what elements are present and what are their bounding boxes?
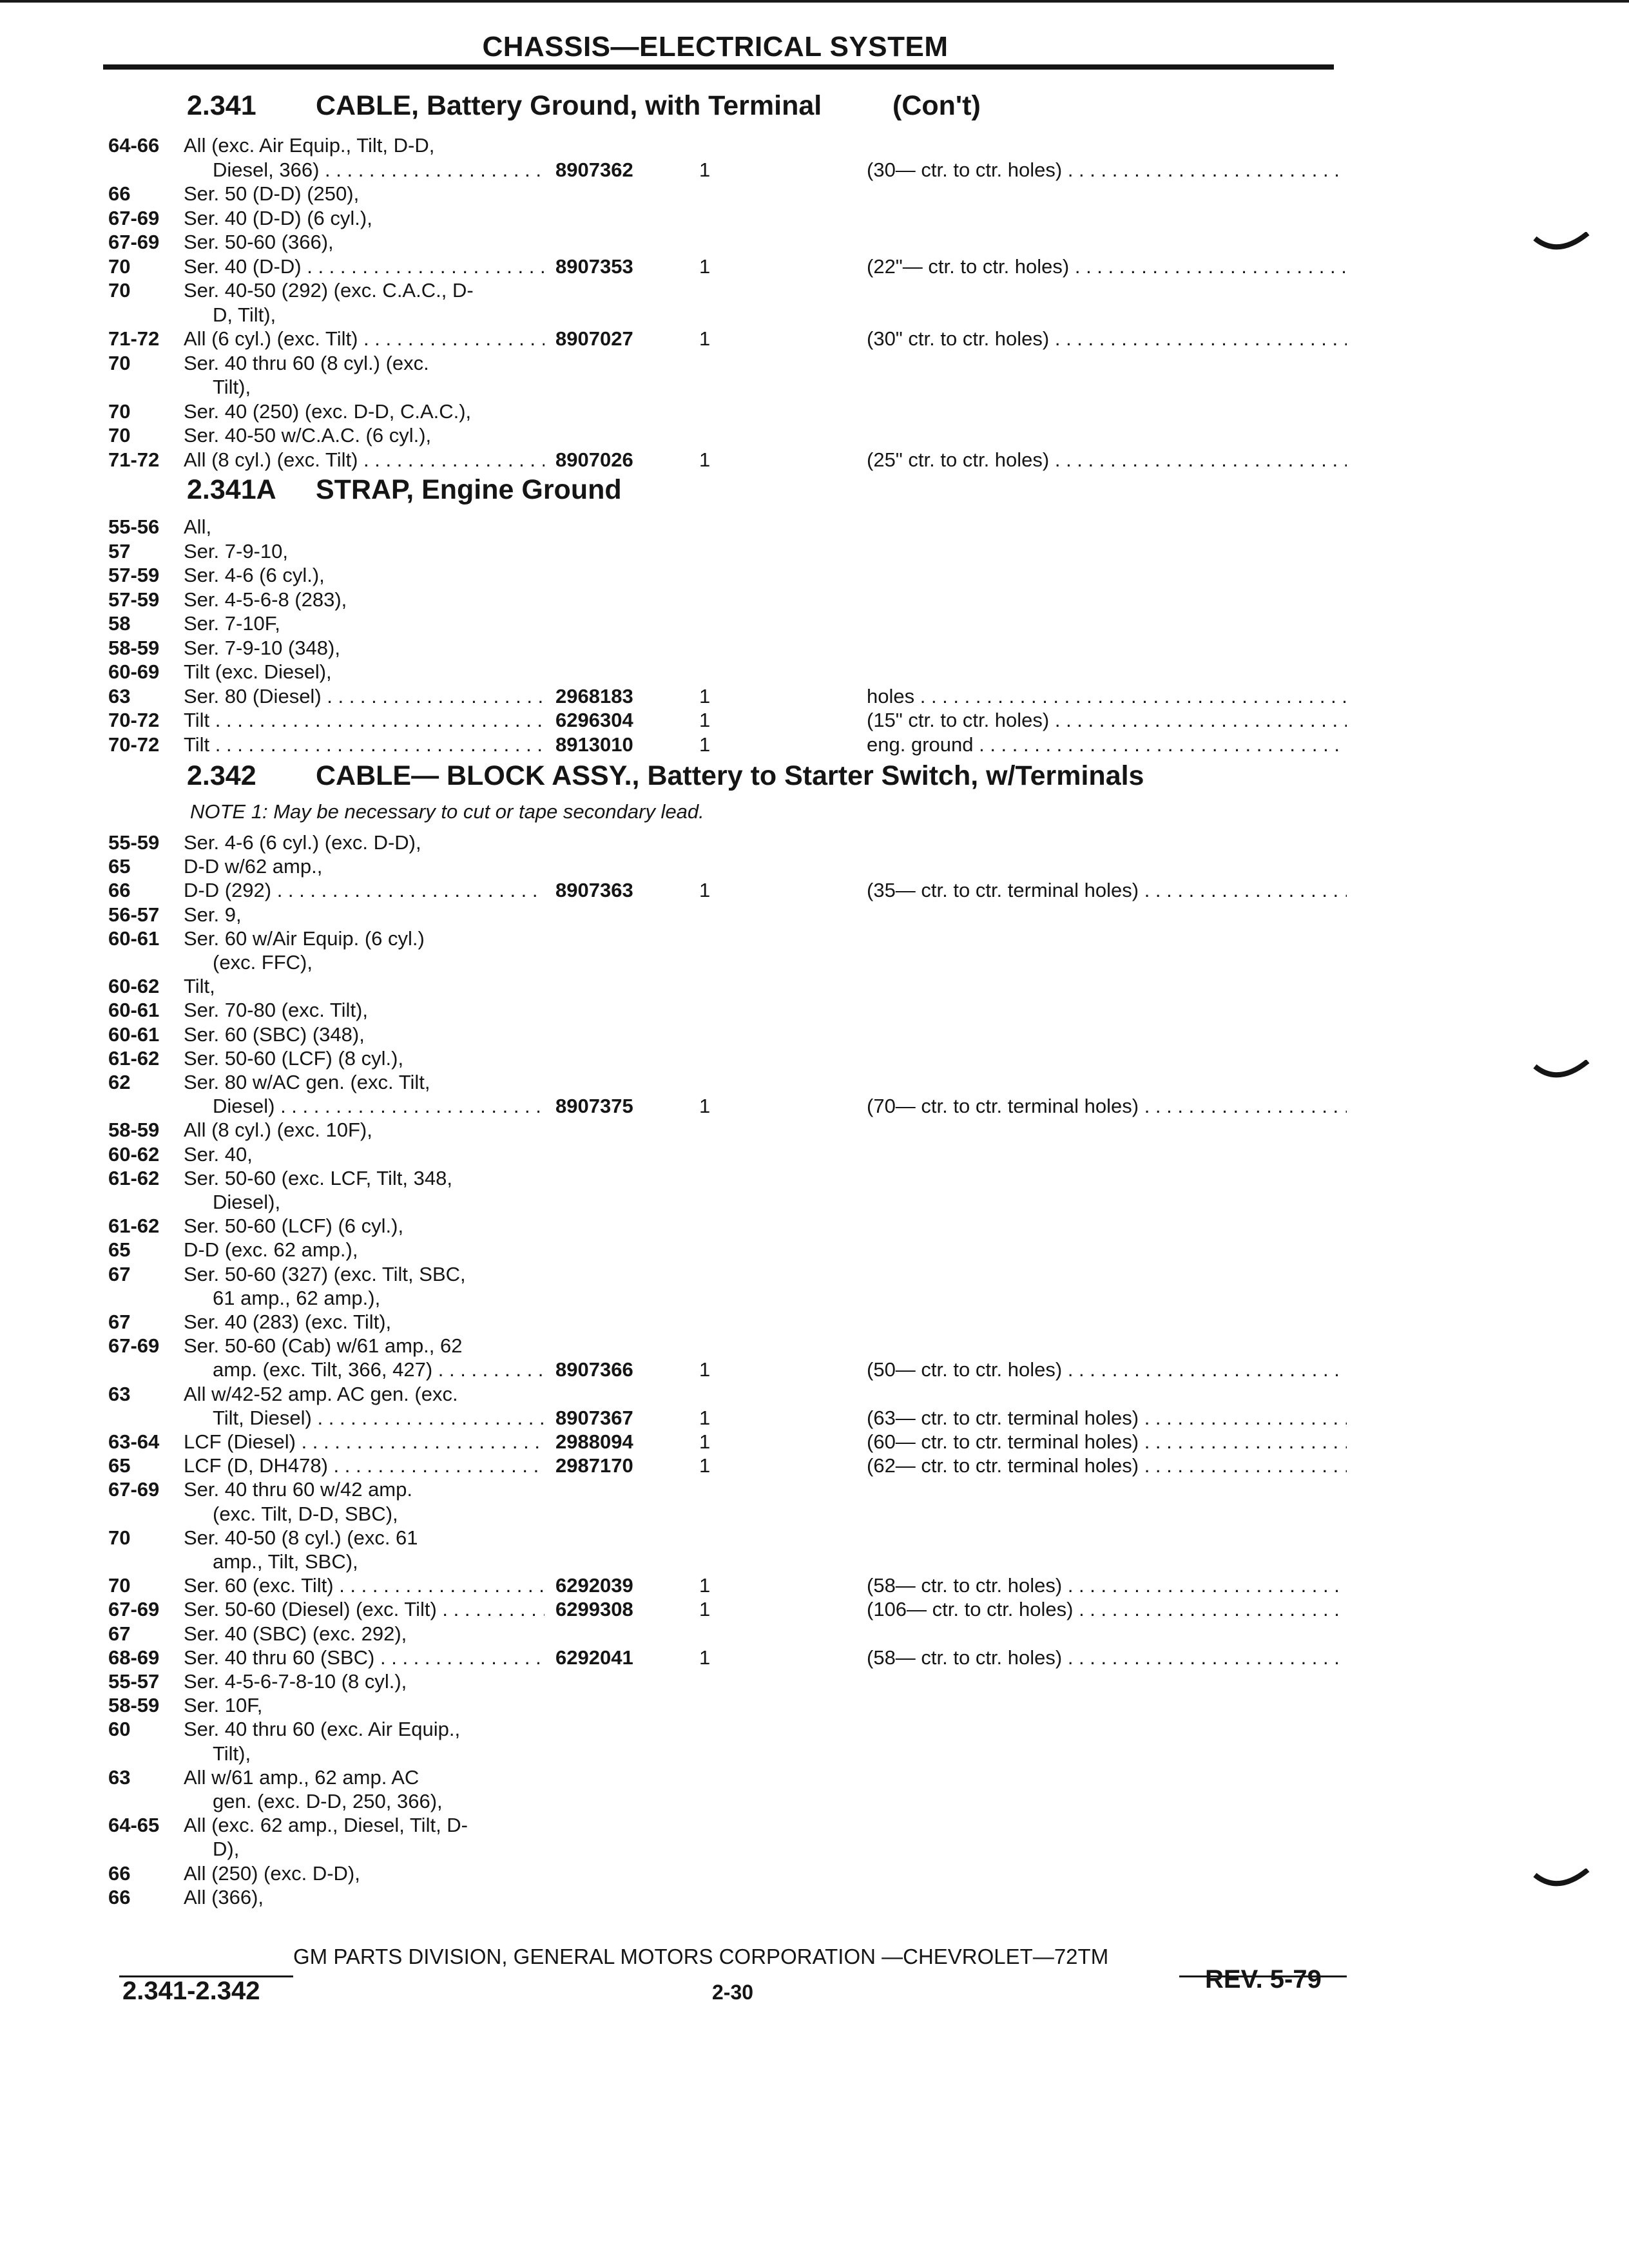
parts-row bbox=[0, 927, 1629, 950]
page-title: CHASSIS—ELECTRICAL SYSTEM bbox=[482, 31, 949, 62]
model-years: 68-69 bbox=[108, 1646, 160, 1669]
quantity: 1 bbox=[699, 1406, 711, 1429]
application-description: Ser. 4-5-6-7-8-10 (8 cyl.), bbox=[184, 1670, 407, 1693]
model-years: 67-69 bbox=[108, 1598, 160, 1621]
model-years: 67-69 bbox=[108, 206, 160, 229]
quantity: 1 bbox=[699, 709, 711, 731]
part-number: 2988094 bbox=[555, 1430, 633, 1453]
model-years: 70 bbox=[108, 424, 131, 447]
section-heading bbox=[187, 760, 1144, 792]
parts-row bbox=[0, 1550, 1629, 1573]
parts-row bbox=[0, 1383, 1629, 1406]
application-description: Ser. 50-60 (366), bbox=[184, 231, 334, 253]
application-description: D, Tilt), bbox=[213, 303, 276, 326]
application-description: Ser. 4-6 (6 cyl.) (exc. D-D), bbox=[184, 831, 421, 854]
application-description: Ser. 40-50 w/C.A.C. (6 cyl.), bbox=[184, 424, 432, 447]
model-years: 63 bbox=[108, 684, 131, 707]
model-years: 60-61 bbox=[108, 927, 160, 950]
application-description: Ser. 80 (Diesel) . . . bbox=[184, 685, 545, 708]
parts-row bbox=[0, 999, 1629, 1022]
application-description: Ser. 40-50 (8 cyl.) (exc. 61 bbox=[184, 1526, 418, 1549]
model-years: 67-69 bbox=[108, 1334, 160, 1358]
application-description: Ser. 40-50 (292) (exc. C.A.C., D- bbox=[184, 279, 474, 302]
parts-row bbox=[0, 951, 1629, 974]
remarks: (22"— ctr. to ctr. holes) . . . bbox=[867, 255, 1347, 278]
section-title: CABLE, Battery Ground, with Terminal bbox=[316, 90, 822, 121]
application-description: D-D w/62 amp., bbox=[184, 855, 323, 878]
quantity: 1 bbox=[699, 879, 711, 902]
parts-row bbox=[0, 1095, 1629, 1118]
model-years: 57-59 bbox=[108, 564, 160, 586]
parts-row bbox=[0, 1358, 1629, 1381]
application-description: Ser. 70-80 (exc. Tilt), bbox=[184, 999, 368, 1022]
part-number: 6292041 bbox=[555, 1646, 633, 1669]
model-years: 57-59 bbox=[108, 588, 160, 611]
application-description: All (exc. Air Equip., Tilt, D-D, bbox=[184, 134, 435, 157]
model-years: 70 bbox=[108, 399, 131, 423]
application-description: All (8 cyl.) (exc. Tilt) . . . bbox=[184, 448, 545, 472]
application-description: Ser. 40 (SBC) (exc. 292), bbox=[184, 1622, 407, 1645]
binder-hole-mark bbox=[1532, 1869, 1590, 1894]
quantity: 1 bbox=[699, 1574, 711, 1597]
application-description: All (250) (exc. D-D), bbox=[184, 1861, 360, 1885]
parts-row bbox=[0, 1407, 1629, 1430]
application-description: LCF (Diesel) . . . bbox=[184, 1430, 545, 1454]
part-number: 8907027 bbox=[555, 327, 633, 350]
model-years: 60-62 bbox=[108, 1142, 160, 1166]
parts-row bbox=[0, 564, 1629, 587]
parts-row bbox=[0, 1814, 1629, 1837]
model-years: 70 bbox=[108, 351, 131, 374]
model-years: 70-72 bbox=[108, 709, 160, 731]
application-description: Ser. 50-60 (327) (exc. Tilt, SBC, bbox=[184, 1262, 466, 1285]
application-description: All w/42-52 amp. AC gen. (exc. bbox=[184, 1382, 458, 1405]
parts-row bbox=[0, 515, 1629, 539]
parts-row bbox=[0, 1311, 1629, 1334]
model-years: 56-57 bbox=[108, 903, 160, 926]
application-description: Ser. 50-60 (Cab) w/61 amp., 62 bbox=[184, 1334, 463, 1358]
model-years: 70-72 bbox=[108, 733, 160, 756]
remarks: (50— ctr. to ctr. holes) . . . bbox=[867, 1358, 1347, 1381]
quantity: 1 bbox=[699, 684, 711, 707]
parts-row bbox=[0, 303, 1629, 327]
parts-row bbox=[0, 733, 1629, 756]
quantity: 1 bbox=[699, 1598, 711, 1621]
quantity: 1 bbox=[699, 1454, 711, 1477]
footer-corporation: GM PARTS DIVISION, GENERAL MOTORS CORPORATION —CHEVROLET—72TM bbox=[293, 1945, 1109, 1968]
application-description: Tilt . . . bbox=[184, 709, 545, 732]
parts-row bbox=[0, 879, 1629, 902]
model-years: 67-69 bbox=[108, 231, 160, 253]
application-description: Ser. 60 (SBC) (348), bbox=[184, 1023, 365, 1046]
parts-row bbox=[0, 1023, 1629, 1046]
application-description: Ser. 40, bbox=[184, 1142, 253, 1166]
model-years: 66 bbox=[108, 879, 131, 902]
remarks: (63— ctr. to ctr. terminal holes) . . . bbox=[867, 1407, 1347, 1430]
footer-page-number: 2-30 bbox=[712, 1981, 754, 2004]
part-number: 8907362 bbox=[555, 158, 633, 181]
application-description: (exc. FFC), bbox=[213, 951, 313, 974]
application-description: gen. (exc. D-D, 250, 366), bbox=[213, 1790, 443, 1812]
model-years: 58-59 bbox=[108, 636, 160, 659]
remarks: (58— ctr. to ctr. holes) . . . bbox=[867, 1574, 1347, 1597]
parts-row bbox=[0, 134, 1629, 157]
section-title: STRAP, Engine Ground bbox=[316, 474, 622, 505]
part-number: 6299308 bbox=[555, 1598, 633, 1621]
application-description: Diesel) . . . bbox=[213, 1095, 545, 1118]
quantity: 1 bbox=[699, 1646, 711, 1669]
application-description: All w/61 amp., 62 amp. AC bbox=[184, 1765, 419, 1789]
parts-row bbox=[0, 1670, 1629, 1693]
model-years: 63-64 bbox=[108, 1430, 160, 1453]
parts-row bbox=[0, 1503, 1629, 1526]
parts-row bbox=[0, 1287, 1629, 1310]
application-description: All (6 cyl.) (exc. Tilt) . . . bbox=[184, 327, 545, 351]
application-description: Diesel), bbox=[213, 1191, 281, 1213]
model-years: 66 bbox=[108, 1885, 131, 1908]
remarks: (30" ctr. to ctr. holes) . . . bbox=[867, 327, 1347, 351]
part-number: 8913010 bbox=[555, 733, 633, 756]
parts-row bbox=[0, 424, 1629, 447]
parts-row bbox=[0, 1886, 1629, 1909]
quantity: 1 bbox=[699, 1095, 711, 1118]
parts-row bbox=[0, 400, 1629, 423]
quantity: 1 bbox=[699, 158, 711, 181]
application-description: Ser. 7-10F, bbox=[184, 612, 280, 635]
header-rule bbox=[103, 64, 1334, 70]
section-number: 2.341A bbox=[187, 474, 276, 505]
parts-row bbox=[0, 540, 1629, 563]
parts-row bbox=[0, 1167, 1629, 1190]
parts-row bbox=[0, 975, 1629, 998]
model-years: 71-72 bbox=[108, 327, 160, 350]
parts-row bbox=[0, 1526, 1629, 1550]
application-description: Tilt), bbox=[213, 376, 251, 398]
application-description: Ser. 4-6 (6 cyl.), bbox=[184, 564, 325, 586]
remarks: (106— ctr. to ctr. holes) . . . bbox=[867, 1598, 1347, 1621]
part-number: 8907026 bbox=[555, 448, 633, 471]
application-description: Ser. 60 (exc. Tilt) . . . bbox=[184, 1574, 545, 1597]
remarks: (25" ctr. to ctr. holes) . . . bbox=[867, 448, 1347, 472]
parts-row bbox=[0, 255, 1629, 278]
parts-row bbox=[0, 448, 1629, 472]
model-years: 55-59 bbox=[108, 831, 160, 854]
parts-row bbox=[0, 1430, 1629, 1454]
application-description: Ser. 80 w/AC gen. (exc. Tilt, bbox=[184, 1071, 430, 1093]
application-description: amp. (exc. Tilt, 366, 427) . . . bbox=[213, 1358, 545, 1381]
parts-row bbox=[0, 831, 1629, 854]
parts-row bbox=[0, 709, 1629, 732]
remarks: (30— ctr. to ctr. holes) . . . bbox=[867, 159, 1347, 182]
remarks: holes . . . bbox=[867, 685, 1347, 708]
quantity: 1 bbox=[699, 448, 711, 471]
application-description: All (366), bbox=[184, 1885, 264, 1908]
parts-row bbox=[0, 376, 1629, 399]
application-description: Ser. 40 (D-D) (6 cyl.), bbox=[184, 206, 372, 229]
parts-row bbox=[0, 1598, 1629, 1621]
model-years: 60-69 bbox=[108, 660, 160, 683]
continued-label: (Con't) bbox=[892, 90, 981, 121]
application-description: D-D (292) . . . bbox=[184, 879, 545, 902]
application-description: Tilt . . . bbox=[184, 733, 545, 756]
section-note: NOTE 1: May be necessary to cut or tape secondary lead. bbox=[190, 800, 704, 823]
model-years: 64-65 bbox=[108, 1814, 160, 1837]
model-years: 60 bbox=[108, 1718, 131, 1741]
application-description: Ser. 60 w/Air Equip. (6 cyl.) bbox=[184, 927, 425, 950]
model-years: 58-59 bbox=[108, 1119, 160, 1142]
parts-row bbox=[0, 1263, 1629, 1286]
model-years: 57 bbox=[108, 539, 131, 562]
application-description: Ser. 40 (D-D) . . . bbox=[184, 255, 545, 278]
parts-row bbox=[0, 1191, 1629, 1214]
parts-row bbox=[0, 1071, 1629, 1094]
part-number: 2987170 bbox=[555, 1454, 633, 1477]
parts-row bbox=[0, 159, 1629, 182]
part-number: 8907375 bbox=[555, 1095, 633, 1118]
parts-row bbox=[0, 1646, 1629, 1669]
parts-row bbox=[0, 1862, 1629, 1885]
model-years: 64-66 bbox=[108, 134, 160, 157]
model-years: 65 bbox=[108, 1454, 131, 1477]
model-years: 67 bbox=[108, 1311, 131, 1333]
parts-row bbox=[0, 1766, 1629, 1789]
application-description: amp., Tilt, SBC), bbox=[213, 1550, 358, 1573]
model-years: 58-59 bbox=[108, 1694, 160, 1717]
model-years: 70 bbox=[108, 1526, 131, 1549]
parts-row bbox=[0, 1478, 1629, 1501]
model-years: 66 bbox=[108, 1861, 131, 1885]
quantity: 1 bbox=[699, 1430, 711, 1453]
parts-row bbox=[0, 1454, 1629, 1477]
application-description: LCF (D, DH478) . . . bbox=[184, 1454, 545, 1477]
model-years: 70 bbox=[108, 255, 131, 278]
application-description: Ser. 40 thru 60 (exc. Air Equip., bbox=[184, 1718, 461, 1741]
application-description: Ser. 40 (283) (exc. Tilt), bbox=[184, 1311, 392, 1333]
part-number: 6296304 bbox=[555, 709, 633, 731]
application-description: 61 amp., 62 amp.), bbox=[213, 1286, 381, 1309]
model-years: 67-69 bbox=[108, 1478, 160, 1501]
section-title: CABLE— BLOCK ASSY., Battery to Starter Switch, w/Terminals bbox=[316, 760, 1144, 791]
application-description: Ser. 40 (250) (exc. D-D, C.A.C.), bbox=[184, 399, 472, 423]
part-number: 8907366 bbox=[555, 1358, 633, 1381]
application-description: Ser. 4-5-6-8 (283), bbox=[184, 588, 347, 611]
section-number: 2.342 bbox=[187, 760, 256, 791]
application-description: Tilt, Diesel) . . . bbox=[213, 1407, 545, 1430]
part-number: 8907353 bbox=[555, 255, 633, 278]
application-description: Ser. 40 thru 60 w/42 amp. bbox=[184, 1478, 412, 1501]
parts-row bbox=[0, 1238, 1629, 1262]
part-number: 6292039 bbox=[555, 1574, 633, 1597]
parts-row bbox=[0, 612, 1629, 635]
parts-row bbox=[0, 1334, 1629, 1358]
part-number: 2968183 bbox=[555, 684, 633, 707]
parts-row bbox=[0, 1047, 1629, 1070]
parts-row bbox=[0, 1694, 1629, 1717]
model-years: 70 bbox=[108, 279, 131, 302]
application-description: Tilt (exc. Diesel), bbox=[184, 660, 332, 683]
application-description: Ser. 50-60 (LCF) (6 cyl.), bbox=[184, 1215, 404, 1238]
parts-row bbox=[0, 279, 1629, 302]
application-description: D-D (exc. 62 amp.), bbox=[184, 1238, 358, 1262]
model-years: 67 bbox=[108, 1262, 131, 1285]
model-years: 62 bbox=[108, 1071, 131, 1093]
parts-row bbox=[0, 1215, 1629, 1238]
remarks: (58— ctr. to ctr. holes) . . . bbox=[867, 1646, 1347, 1669]
parts-row bbox=[0, 660, 1629, 684]
application-description: All (8 cyl.) (exc. 10F), bbox=[184, 1119, 372, 1142]
model-years: 55-57 bbox=[108, 1670, 160, 1693]
remarks: (35— ctr. to ctr. terminal holes) . . . bbox=[867, 879, 1347, 902]
parts-row bbox=[0, 207, 1629, 230]
model-years: 65 bbox=[108, 1238, 131, 1262]
model-years: 60-61 bbox=[108, 1023, 160, 1046]
parts-row bbox=[0, 231, 1629, 254]
application-description: Ser. 9, bbox=[184, 903, 242, 926]
model-years: 60-61 bbox=[108, 999, 160, 1022]
application-description: Ser. 7-9-10 (348), bbox=[184, 636, 340, 659]
part-number: 8907363 bbox=[555, 879, 633, 902]
model-years: 67 bbox=[108, 1622, 131, 1645]
quantity: 1 bbox=[699, 733, 711, 756]
part-number: 8907367 bbox=[555, 1406, 633, 1429]
model-years: 60-62 bbox=[108, 975, 160, 998]
parts-row bbox=[0, 352, 1629, 375]
parts-row bbox=[0, 685, 1629, 708]
section-heading bbox=[187, 474, 622, 506]
scan-top-border bbox=[0, 0, 1629, 3]
parts-row bbox=[0, 1119, 1629, 1142]
application-description: Ser. 50 (D-D) (250), bbox=[184, 182, 360, 205]
application-description: Ser. 10F, bbox=[184, 1694, 263, 1717]
parts-row bbox=[0, 1790, 1629, 1813]
application-description: All (exc. 62 amp., Diesel, Tilt, D- bbox=[184, 1814, 468, 1837]
model-years: 61-62 bbox=[108, 1215, 160, 1238]
application-description: Ser. 40 thru 60 (SBC) . . . bbox=[184, 1646, 545, 1669]
model-years: 55-56 bbox=[108, 515, 160, 538]
model-years: 61-62 bbox=[108, 1046, 160, 1070]
footer-revision: REV. 5-79 bbox=[1205, 1965, 1322, 1994]
application-description: (exc. Tilt, D-D, SBC), bbox=[213, 1502, 398, 1525]
binder-hole-mark bbox=[1532, 232, 1590, 258]
remarks: (62— ctr. to ctr. terminal holes) . . . bbox=[867, 1454, 1347, 1477]
quantity: 1 bbox=[699, 255, 711, 278]
application-description: Ser. 7-9-10, bbox=[184, 539, 288, 562]
model-years: 71-72 bbox=[108, 448, 160, 471]
application-description: All, bbox=[184, 515, 212, 538]
section-heading bbox=[187, 90, 981, 122]
parts-row bbox=[0, 1574, 1629, 1597]
parts-row bbox=[0, 182, 1629, 206]
remarks: eng. ground . . . bbox=[867, 733, 1347, 756]
application-description: Tilt), bbox=[213, 1742, 251, 1765]
model-years: 63 bbox=[108, 1382, 131, 1405]
quantity: 1 bbox=[699, 327, 711, 350]
application-description: Tilt, bbox=[184, 975, 215, 998]
footer-section-range: 2.341-2.342 bbox=[122, 1977, 260, 2005]
binder-hole-mark bbox=[1532, 1060, 1590, 1086]
parts-row bbox=[0, 903, 1629, 927]
model-years: 65 bbox=[108, 855, 131, 878]
parts-row bbox=[0, 855, 1629, 878]
parts-row bbox=[0, 327, 1629, 351]
parts-row bbox=[0, 1718, 1629, 1741]
quantity: 1 bbox=[699, 1358, 711, 1381]
model-years: 58 bbox=[108, 612, 131, 635]
application-description: Ser. 50-60 (Diesel) (exc. Tilt) . . . bbox=[184, 1598, 545, 1621]
section-number: 2.341 bbox=[187, 90, 256, 121]
parts-row bbox=[0, 637, 1629, 660]
application-description: Ser. 50-60 (exc. LCF, Tilt, 348, bbox=[184, 1166, 452, 1189]
application-description: Diesel, 366) . . . bbox=[213, 159, 545, 182]
parts-row bbox=[0, 1742, 1629, 1765]
model-years: 70 bbox=[108, 1574, 131, 1597]
application-description: D), bbox=[213, 1838, 240, 1861]
remarks: (60— ctr. to ctr. terminal holes) . . . bbox=[867, 1430, 1347, 1454]
model-years: 61-62 bbox=[108, 1166, 160, 1189]
parts-row bbox=[0, 1143, 1629, 1166]
remarks: (70— ctr. to ctr. terminal holes) . . . bbox=[867, 1095, 1347, 1118]
parts-row bbox=[0, 588, 1629, 611]
parts-row bbox=[0, 1838, 1629, 1861]
model-years: 66 bbox=[108, 182, 131, 205]
remarks: (15" ctr. to ctr. holes) . . . bbox=[867, 709, 1347, 732]
application-description: Ser. 50-60 (LCF) (8 cyl.), bbox=[184, 1046, 404, 1070]
application-description: Ser. 40 thru 60 (8 cyl.) (exc. bbox=[184, 351, 429, 374]
model-years: 63 bbox=[108, 1765, 131, 1789]
parts-row bbox=[0, 1622, 1629, 1646]
